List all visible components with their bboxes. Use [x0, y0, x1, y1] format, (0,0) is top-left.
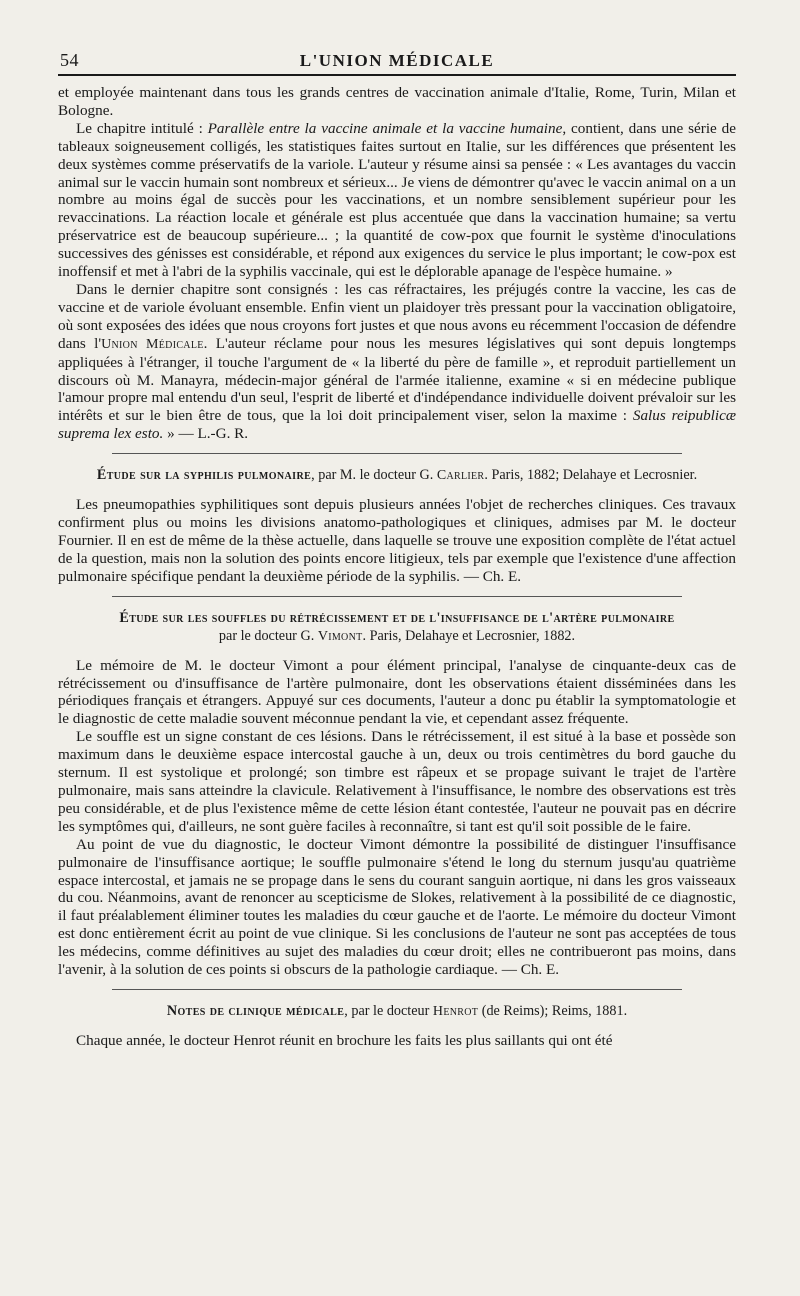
paragraph-vimont-memoir: Le mémoire de M. le docteur Vimont a pour élément principal, l'analyse de cinquante-deux cas de rétrécissement ou d'insuffisance de l'artère pulmonaire, dont les observations étaient disséminées dans les périodiques français et étrangers. Appuyé sur ces documents, l'auteur a donc pu établir la symptomatologie et le diagnostic de cette maladie souvent méconnue pendant la vie, et cependant assez fréquente. — [58, 656, 736, 728]
paragraph-henrot-notes: Chaque année, le docteur Henrot réunit en brochure les faits les plus saillants qui ont été — [76, 1031, 613, 1049]
chapter-title-italic: Parallèle entre la vaccine animale et la vaccine humaine — [207, 119, 563, 137]
paragraph-vaccination-centres: et employée maintenant dans tous les grands centres de vaccination animale d'Italie, Rome, Turin, Milan et Bologne. — [58, 84, 736, 119]
review-heading-syphilis: Étude sur la syphilis pulmonaire, par M. le docteur G. Carlier. Paris, 1882; Delahaye et Lecrosnier. — [96, 467, 698, 484]
section-divider — [112, 596, 682, 597]
paragraph-syphilis-review: Les pneumopathies syphilitiques sont depuis plusieurs années l'objet de recherches cliniques. Ces travaux confirment plus ou moins les divisions anatomo-pathologiques et cliniques, admises par M. le docteur Fournier. Il en est de même de la thèse actuelle, dans laquelle se trouve une exposition complète de l'état actuel de la question, mais non la solution des points encore litigieux, tels par exemple que l'existence d'une affection pulmonaire spécifique pendant la deuxième période de la syphilis. — Ch. E. — [58, 496, 736, 585]
page-number: 54 — [60, 50, 79, 70]
review-title: Notes de clinique médicale — [166, 1002, 345, 1019]
review-title: Étude sur la syphilis pulmonaire — [96, 467, 312, 484]
paragraph-last-chapter: Dans le dernier chapitre sont consignés : les cas réfractaires, les préjugés contre la vaccine, les cas de vaccine et de variole évoluant ensemble. Enfin vient un plaidoyer très pressant pour la vaccination obligatoire, où sont exposées des idées que nous croyons fort justes et que nous avons eu récemment l'occasion de défendre dans l'Union Médicale. L'auteur réclame pour nous les mesures législatives qui sont depuis longtemps appliquées à l'étranger, il touche l'argument de « la liberté du père de famille », et reproduit partiellement un discours où M. Manayra, médecin-major général de l'armée italienne, examine « si en médecine publique l'amour propre mal entendu d'un seul, l'esprit de liberté et d'indépendance individuelle doivent prévaloir sur les intérêts et sur le bien être de tous, que la loi doit principalement viser, selon la maxime : Salus reipublicæ suprema lex esto. » — L.-G. R. — [58, 280, 737, 443]
review-heading-notes-clinique: Notes de clinique médicale, par le docteur Henrot (de Reims); Reims, 1881. — [166, 1002, 628, 1019]
author-name: Vimont — [317, 628, 363, 644]
paragraph-souffle-sign: Le souffle est un signe constant de ces lésions. Dans le rétrécissement, il est situé à la base et possède son maximum dans le deuxième espace intercostal gauche à un, deux ou trois centimètres du bord gauche du sternum. Il est systolique et prolongé; son timbre est râpeux et se propage suivant le trajet de l'artère pulmonaire, mais sans atteindre la clavicule. Relativement à l'insuffisance, le nombre des observations est très peu considérable, et de plus l'existence même de cette lésion étant contestée, l'auteur ne pouvait pas en décrire les symptômes qui, d'ailleurs, ne sont guère faciles à reconnaître, si tant est qu'il soit possible de le faire. — [58, 728, 736, 835]
journal-title: L'UNION MÉDICALE — [299, 51, 495, 70]
author-name: Henrot — [432, 1003, 479, 1019]
latin-maxim: Salus reipublicæ suprema lex esto. — [58, 407, 736, 443]
paragraph-parallel-chapter: Le chapitre intitulé : Parallèle entre la vaccine animale et la vaccine humaine, contient, dans une série de tableaux soigneusement colligés, les statistiques faites surtout en Italie, sur les différences que présentent les deux systèmes comme préservatifs de la variole. L'auteur y résume ainsi sa pensée : « Les avantages du vaccin animal sur le vaccin humain sont nombreux et sérieux... Je viens de démontrer qu'avec le vaccin animal on a un nombre au moins égal de succès pour les vaccinations, et un nombre sensiblement supérieur pour les revaccinations. La réaction locale et générale est plus accentuée que dans la vaccination humaine; sa vertu préservatrice est de beaucoup supérieure... ; la quantité de cow-pox que fournit le système d'inoculations successives des génisses est considérable, et répond aux exigences du service le plus important; le cow-pox est inoffensif et met à l'abri de la syphilis vaccinale, qui est le déplorable apanage de l'espèce humaine. » — [58, 119, 737, 281]
journal-name-small-caps: Union Médicale — [101, 336, 204, 352]
paragraph-diagnosis: Au point de vue du diagnostic, le docteur Vimont démontre la possibilité de distinguer l'insuffisance pulmonaire de l'insuffisance aortique; le souffle pulmonaire s'étend le long du sternum jusqu'au quatrième espace intercostal, et jamais ne se propage dans le sens du courant sanguin aortique, ni dans les gros vaisseaux du cou. Néanmoins, avant de renoncer au scepticisme de Slokes, relativement à la possibilité de ce diagnostic, il faut préalablement éliminer toutes les maladies du cœur gauche et de l'aorte. Le mémoire du docteur Vimont est donc entièrement écrit au point de vue clinique. Si les conclusions de l'auteur ne sont pas acceptées de tous les médecins, comme définitives au sujet des maladies du cœur droit; elles ne contribueront pas moins, dans l'avenir, à la solution de ces points si obscurs de la pathologie cardiaque. — Ch. E. — [58, 835, 736, 979]
running-head — [58, 46, 736, 76]
section-divider — [112, 989, 682, 990]
section-divider — [112, 453, 682, 454]
author-name: Carlier — [436, 468, 485, 484]
review-heading-souffles: Étude sur les souffles du rétrécissement et de l'insuffisance de l'artère pulmonaire par le docteur G. Vimont. Paris, Delahaye et Lecrosnier, 1882. — [119, 609, 675, 644]
review-title: Étude sur les souffles du rétrécissement et de l'insuffisance de l'artère pulmonaire — [119, 609, 675, 626]
